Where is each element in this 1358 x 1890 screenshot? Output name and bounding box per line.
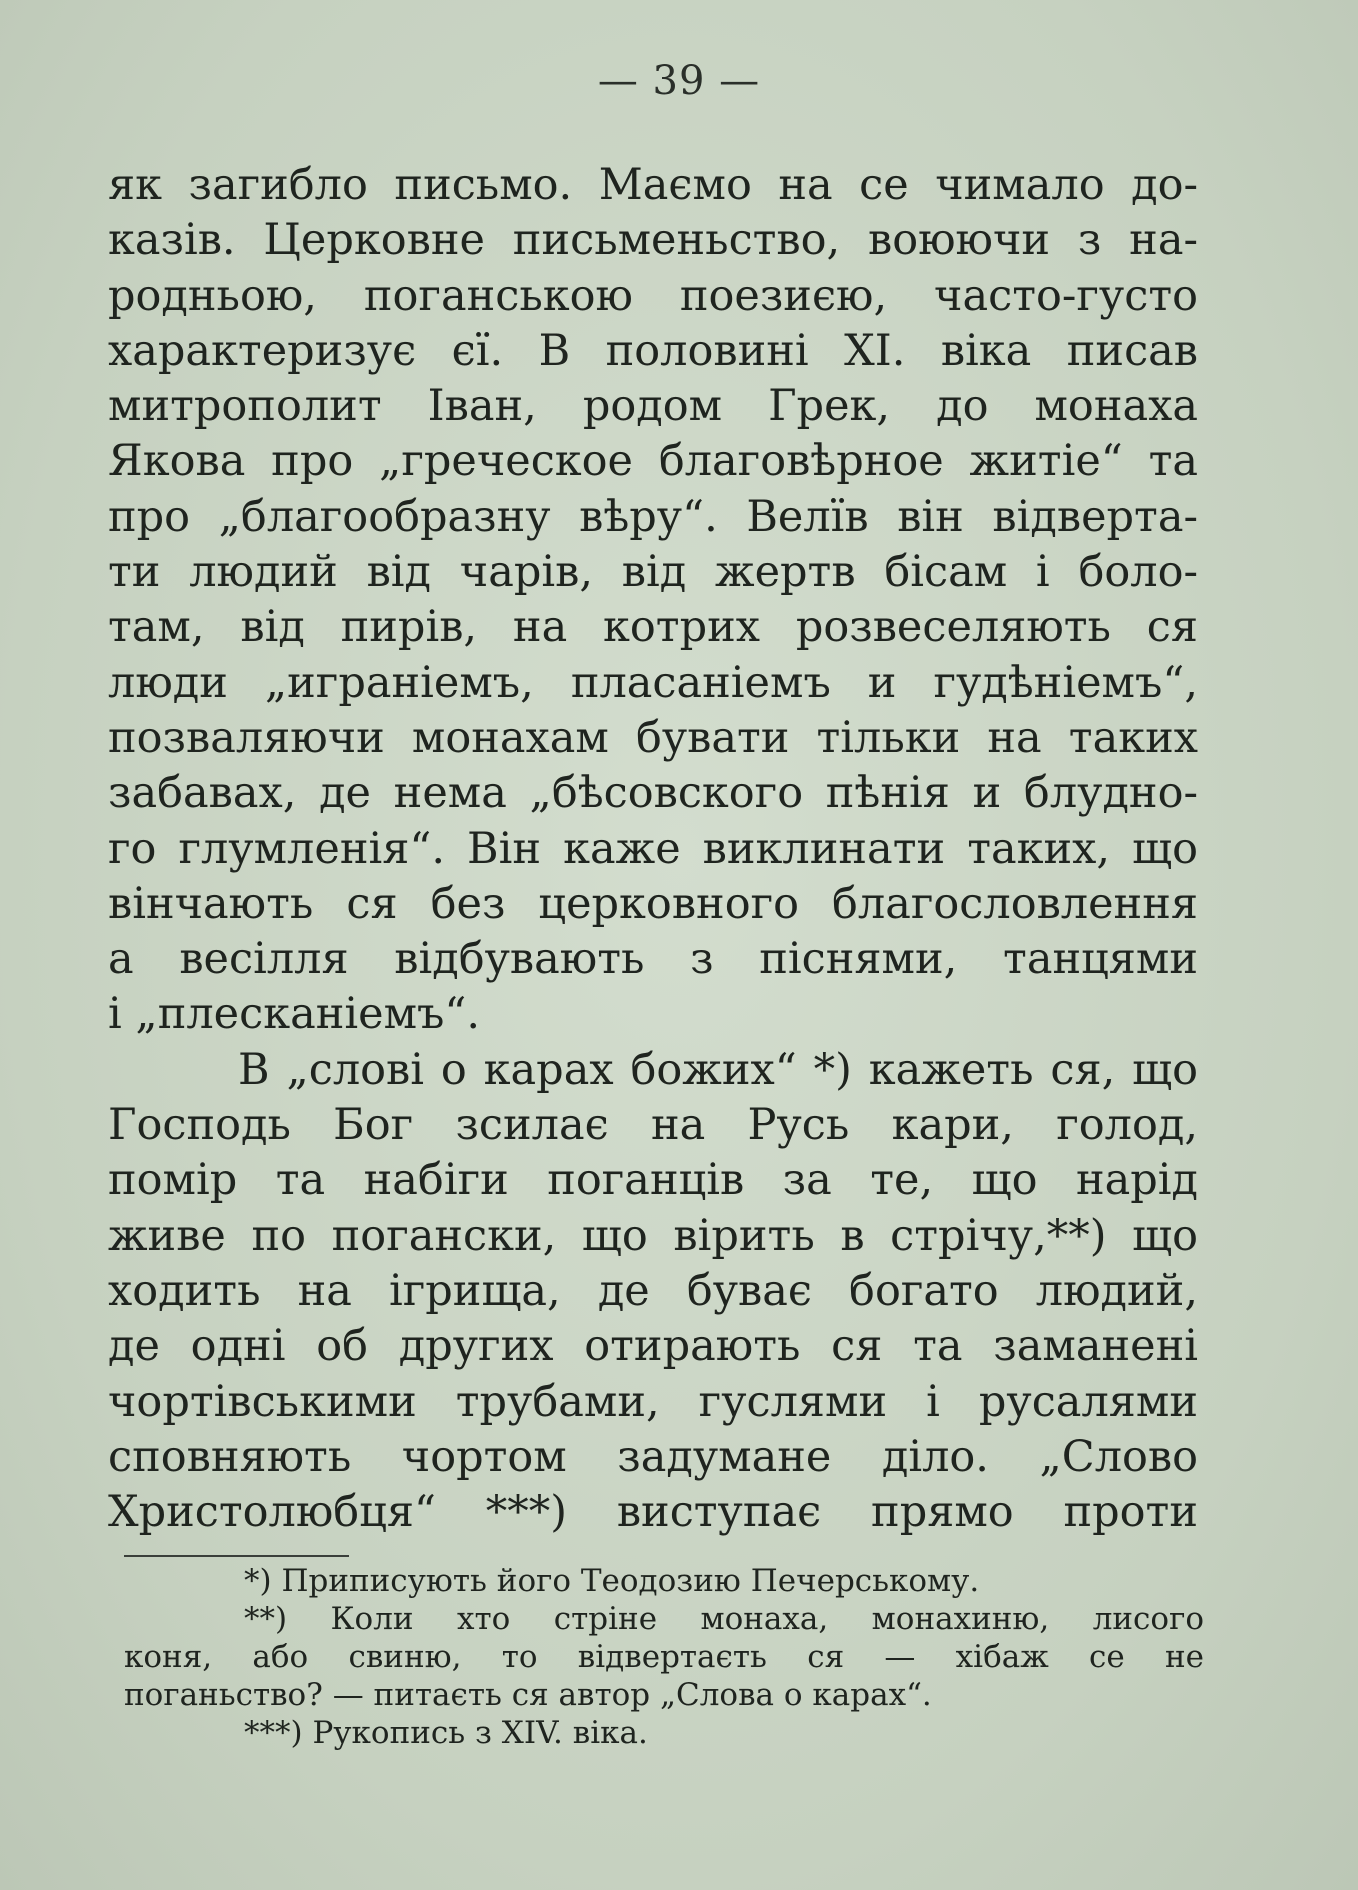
text-line: живе по погански, що вірить в стрічу,**) що (108, 1210, 1198, 1261)
footnote-separator (124, 1555, 349, 1557)
text-line: ходить на ігрища, де буває богато людий, (108, 1265, 1198, 1316)
footnote-line: *) Приписують його Теодозию Печерському. (244, 1563, 980, 1599)
text-line: про „благообразну вѣру“. Велїв він відверта- (108, 491, 1198, 542)
text-line: Господь Бог зсилає на Русь кари, голод, (108, 1100, 1198, 1151)
text-line: характеризує єї. В половині XI. віка писав (108, 325, 1198, 376)
text-line: там, від пирів, на котрих розвеселяють ся (108, 602, 1198, 653)
body-text (108, 158, 1198, 1540)
text-line: го глумленія“. Він каже виклинати таких, що (108, 823, 1198, 874)
text-line: де одні об других отирають ся та заманені (108, 1321, 1198, 1372)
text-line: сповняють чортом задумане діло. „Слово (108, 1431, 1198, 1482)
text-line: люди „играніемъ, пласаніемъ и гудѣніемъ“, (108, 657, 1198, 708)
text-line: вінчають ся без церковного благословлення (108, 878, 1198, 929)
text-line: і „плесканіемъ“. (108, 989, 481, 1040)
text-line: чортівськими трубами, гуслями і русалями (108, 1376, 1198, 1427)
footnote-line: коня, або свиню, то відвертаєть ся — хібаж се не (124, 1639, 1204, 1675)
text-line: родньою, поганською поезиєю, часто-густо (108, 270, 1198, 321)
footnote-line: поганьство? — питаєть ся автор „Слова о карах“. (124, 1677, 932, 1713)
text-line: митрополит Іван, родом Грек, до монаха (108, 381, 1198, 432)
footnote-line: **) Коли хто стріне монаха, монахиню, лисого (244, 1601, 1204, 1637)
text-line: Якова про „греческое благовѣрное житіе“ та (108, 436, 1198, 487)
text-line: казів. Церковне письменьство, воюючи з на- (108, 215, 1198, 266)
text-line: Христолюбця“ ***) виступає прямо проти (108, 1487, 1198, 1538)
text-line: а весілля відбувають з піснями, танцями (108, 934, 1198, 985)
text-line: забавах, де нема „бѣсовского пѣнія и блудно- (108, 768, 1198, 819)
footnotes (124, 1562, 1204, 1752)
page-number: — 39 — (597, 58, 761, 104)
footnote-line: ***) Рукопись з XIV. віка. (244, 1715, 648, 1751)
text-line: помір та набіги поганців за те, що нарід (108, 1155, 1198, 1206)
text-line: В „слові о карах божих“ *) кажеть ся, що (238, 1044, 1198, 1095)
text-line: позваляючи монахам бувати тільки на таких (108, 712, 1198, 763)
text-line: як загибло письмо. Маємо на се чимало до- (108, 160, 1198, 210)
text-line: ти людий від чарів, від жертв бісам і боло- (108, 547, 1198, 598)
